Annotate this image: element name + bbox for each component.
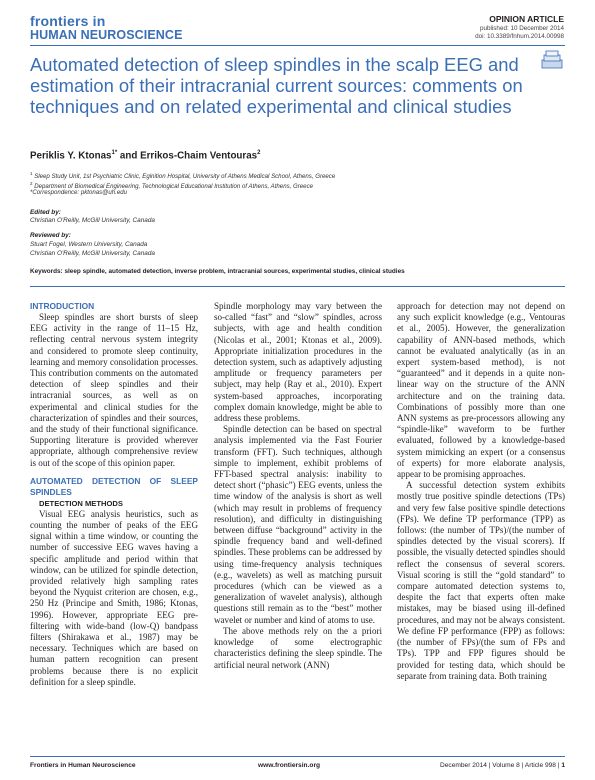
intro-heading: INTRODUCTION bbox=[30, 301, 95, 311]
col2-paragraph-2: Spindle detection can be based on spectral analysis implemented via the Fast Fourier transform (FFT). Such techniques, although simple to implement, exhibit problems of FFT-based spectral analysis: inability to detect short (“phasic”) EEG events, unless the time window of the analysis is short as well (which may result in problems of frequency resolution), and difficulty in distinguishing between diffuse “background” activity in the spindle frequency band and well-defined spindles. These problems can be addressed by using time-frequency analysis techniques (e.g., wavelets) as well as matching pursuit procedures (which can be viewed as a generalization of wavelet analysis), although questions still remain as to the “best” mother wavelet or number and kind of atoms to use. bbox=[214, 424, 382, 625]
publication-info bbox=[475, 25, 564, 41]
column-2 bbox=[214, 301, 382, 671]
keywords: Keywords: sleep spindle, automated detection, inverse problem, intracranial sources, experimental studies, clinical studies bbox=[30, 268, 405, 275]
author-line bbox=[30, 150, 260, 161]
footer-journal: Frontiers in Human Neuroscience bbox=[30, 762, 136, 769]
subsection-heading-methods: DETECTION METHODS bbox=[39, 498, 123, 508]
header-rule bbox=[30, 45, 565, 46]
author-and: and bbox=[117, 150, 141, 162]
edited-by-label: Edited by: bbox=[30, 209, 61, 216]
col3-paragraph-2: A successful detection system exhibits mostly true positive spindle detections (TPs) and very few false positive spindle detections (FPs). We define TP performance (TPP) as follows: (the number of TPs)/(the number of spindles detected by the visual scorers). If possible, the visually detected spindles should reflect the consensus of several scorers. Visual scoring is still the “gold standard” to compare automated detection systems to, despite the fact that experts often make mistakes, may be biased using ill-defined procedures, and may not be always consistent. We define FP performance (FPP) as follows: (the number of FPs)/(the sum of FPs and TPs). TPP and FPP figures should be provided for testing data, which should be separate from training data. Both training bbox=[397, 480, 565, 681]
page-number: 1 bbox=[561, 762, 565, 769]
methods-paragraph: Visual EEG analysis heuristics, such as counting the number of peaks of the EEG signal within a time window, or counting the number of successive EEG waves having a specific amplitude and period within that window, can be utilized for spindle detection, provided relatively high sampling rates beyond the Nyquist criterion are chosen, e.g., 250 Hz (Principe and Smith, 1986; Ktonas, 1996). However, appropriate EEG pre-filtering with wide-band (low-Q) bandpass filters (Shirakawa et al., 1987) may be necessary. Techniques which are based on human pattern recognition can present problems because there is no explicit definition for a sleep spindle. bbox=[30, 508, 198, 687]
editor-name: Christian O'Reilly, McGill University, Canada bbox=[30, 217, 155, 224]
article-type: OPINION ARTICLE bbox=[489, 14, 564, 24]
author-2[interactable]: Errikos-Chaim Ventouras bbox=[140, 150, 258, 162]
author-2-affil: 2 bbox=[257, 150, 261, 156]
affiliation-1: $^1$ Sleep Study Unit, 1st Psychiatric Clinic, Eginition Hospital, University of Athens Medical School, Athens, Greece bbox=[30, 171, 336, 181]
doi-link[interactable]: doi: 10.3389/fnhum.2014.00998 bbox=[475, 33, 564, 40]
journal-name-line1: frontiers in bbox=[30, 13, 106, 29]
footer-website-link[interactable]: www.frontiersin.org bbox=[258, 762, 321, 769]
journal-name-line2: HUMAN NEUROSCIENCE bbox=[30, 28, 183, 42]
col2-paragraph-3: The above methods rely on the a priori knowledge of some electrographic characteristics defining the sleep spindle. The artificial neural network (ANN) bbox=[214, 625, 382, 670]
reviewer-2: Christian O'Reilly, McGill University, Canada bbox=[30, 250, 155, 257]
footer-rule bbox=[30, 756, 565, 757]
intro-paragraph: Sleep spindles are short bursts of sleep EEG activity in the range of 11–15 Hz, reflecting central nervous system integrity and considered to promote sleep continuity, learning and memory consolidation processes. This contribution comments on the automated detection of sleep spindles and their intracranial sources, as well as on experimental and clinical studies for the characterization of spindles and their sources, and the study of their functional significance. Supporting literature is provided wherever appropriate, although comprehensive review is out of the scope of this opinion paper. bbox=[30, 312, 198, 468]
col2-paragraph-1: Spindle morphology may vary between the so-called “fast” and “slow” spindles, across subjects, with age and health condition (Nicolas et al., 2001; Ktonas et al., 2009). Appropriate initialization procedures in the detection system, such as adaptively adjusting amplitude or frequency parameters per subject, may help (Ray et al., 2010). Expert system-based approaches, incorporating complex domain knowledge, might be able to address these problems. bbox=[214, 301, 382, 424]
section-heading-detection: AUTOMATED DETECTION OF SLEEP SPINDLES bbox=[30, 475, 198, 497]
author-1-affil: 1 bbox=[111, 150, 115, 156]
published-date: published: 10 December 2014 bbox=[479, 25, 564, 32]
footer-issue-text: December 2014 | Volume 8 | Article 998 | bbox=[440, 762, 562, 769]
author-1[interactable]: Periklis Y. Ktonas bbox=[30, 150, 112, 162]
column-1 bbox=[30, 301, 198, 688]
reviewed-by-label: Reviewed by: bbox=[30, 232, 71, 239]
correspondence: *Correspondence: pktonas@uh.edu bbox=[30, 189, 127, 196]
reviewer-1: Stuart Fogel, Western University, Canada bbox=[30, 241, 148, 248]
column-3 bbox=[397, 301, 565, 682]
footer-issue bbox=[440, 762, 565, 769]
author-1-corresponding: * bbox=[114, 150, 118, 156]
affiliation-2: $^2$ Department of Biomedical Engineering, Technological Educational Institution of Athens, Athens, Greece bbox=[30, 181, 314, 191]
col3-paragraph-1: approach for detection may not depend on any such explicit knowledge (e.g., Ventouras et al., 2005). However, the generalization capability of ANN-based methods, which cannot be evaluated analytically (as in an expert system-based method), is not “guaranteed” and it depends in a quite non-linear way on the structure of the ANN architecture and on the training data. Combinations of possibly more than one ANN systems as pre-processors allowing any “spindle-like” waveform to be further evaluated, followed by a knowledge-based system mimicking an expert (or a consensus of experts) for more elaborate analysis, appear to be promising approaches. bbox=[397, 301, 565, 480]
article-title: Automated detection of sleep spindles in the scalp EEG and estimation of their intracranial current sources: comments on techniques and on related experimental and clinical studies bbox=[30, 54, 523, 117]
section-rule bbox=[30, 286, 565, 287]
